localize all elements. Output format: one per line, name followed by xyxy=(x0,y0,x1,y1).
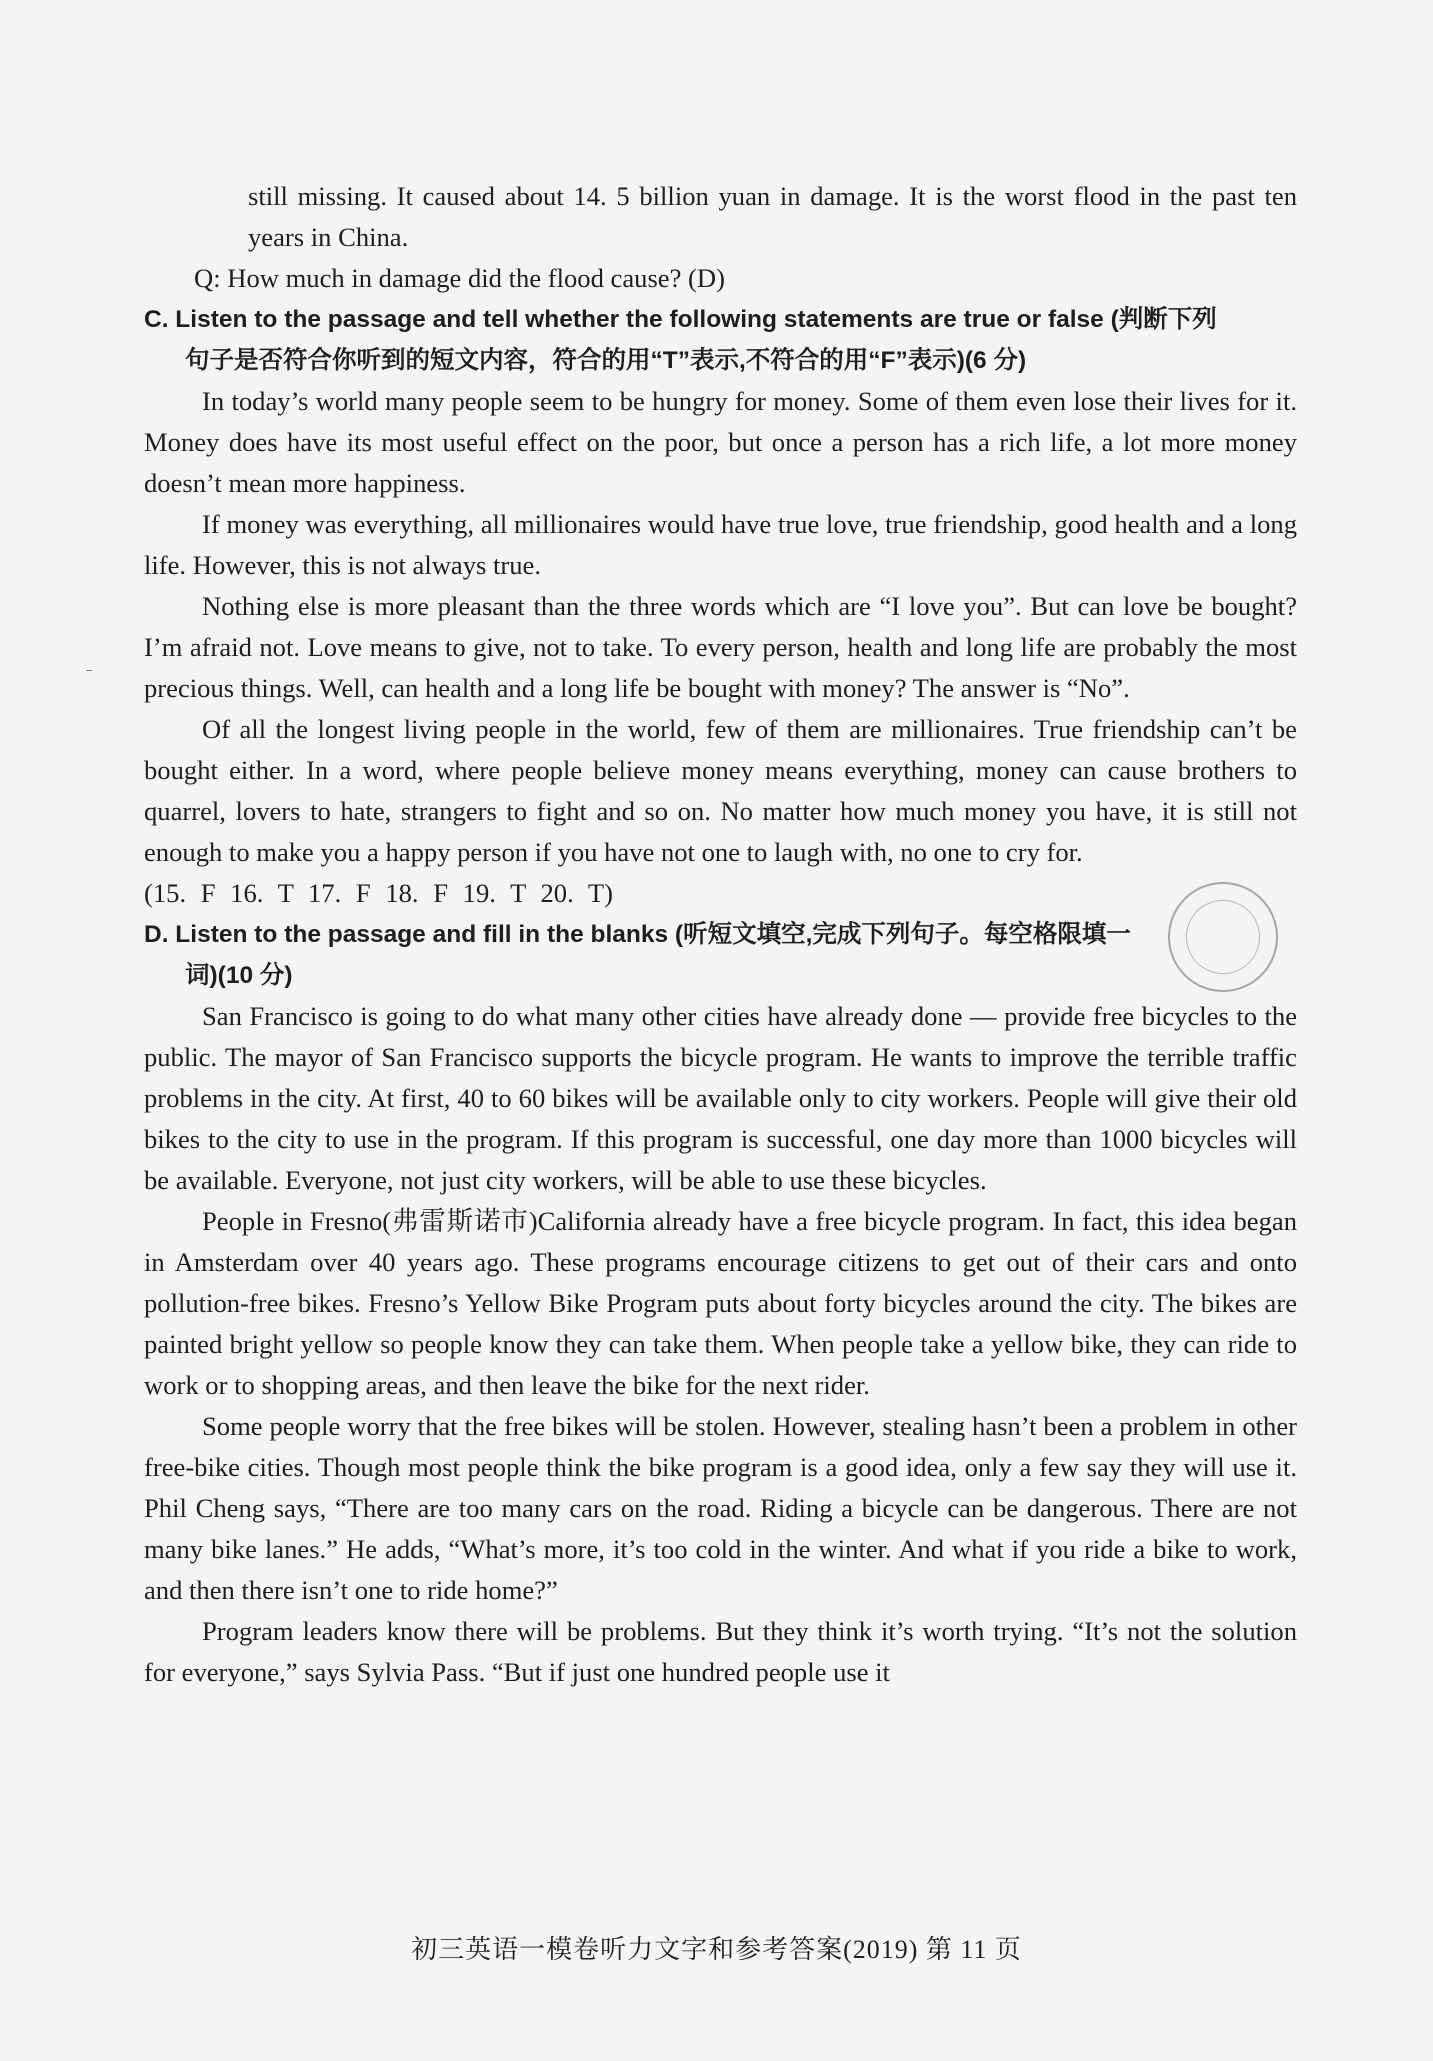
section-c-answers: (15. F 16. T 17. F 18. F 19. T 20. T) xyxy=(144,878,613,908)
section-c-heading-line1: C. Listen to the passage and tell whether the following statements are true or false (判断下列 xyxy=(144,306,1217,333)
section-d-paragraph: Some people worry that the free bikes will be stolen. However, stealing hasn’t been a problem in other free-bike cities. Though most people think the bike program is a good idea, only a few say they will use it. Phil Cheng says, “There are too many cars on the road. Riding a bicycle can be dangerous. There are not many bike lanes.” He adds, “What’s more, it’s too cold in the winter. And what if you ride a bike to work, and then there isn’t one to ride home?” xyxy=(144,1411,1297,1605)
section-c-paragraph: In today’s world many people seem to be hungry for money. Some of them even lose their lives for it. Money does have its most useful effect on the poor, but once a person has a rich life, a lot more money doesn’t mean more happiness. xyxy=(144,386,1297,498)
margin-mark xyxy=(86,670,92,671)
passage-b-question: Q: How much in damage did the flood cause? (D) xyxy=(194,263,725,293)
section-d-heading xyxy=(144,914,1297,996)
section-d-paragraph: Program leaders know there will be problems. But they think it’s worth trying. “It’s not the solution for everyone,” says Sylvia Pass. “But if just one hundred people use it xyxy=(144,1616,1297,1687)
section-c-paragraph: Of all the longest living people in the world, few of them are millionaires. True friendship can’t be bought either. In a word, where people believe money means everything, money can cause brothers to quarrel, lovers to hate, strangers to fight and so on. No matter how much money you have, it is still not enough to make you a happy person if you have not one to laugh with, no one to cry for. xyxy=(144,714,1297,867)
section-c-heading xyxy=(144,299,1297,381)
passage-b-ending: still missing. It caused about 14. 5 billion yuan in damage. It is the worst flood in the past ten years in China. xyxy=(248,181,1297,252)
section-c-paragraph: If money was everything, all millionaires would have true love, true friendship, good health and a long life. However, this is not always true. xyxy=(144,509,1297,580)
section-c-paragraph: Nothing else is more pleasant than the three words which are “I love you”. But can love be bought? I’m afraid not. Love means to give, not to take. To every person, health and long life are probably the most precious things. Well, can health and a long life be bought with money? The answer is “No”. xyxy=(144,591,1297,703)
section-d-heading-line1: D. Listen to the passage and fill in the blanks (听短文填空,完成下列句子。每空格限填一 xyxy=(144,921,1131,948)
section-c-heading-line2: 句子是否符合你听到的短文内容，符合的用“T”表示,不符合的用“F”表示)(6 分) xyxy=(185,347,1027,374)
section-d-paragraph: People in Fresno(弗雷斯诺市)California already have a free bicycle program. In fact, this idea began in Amsterdam over 40 years ago. These programs encourage citizens to get out of their cars and onto pollution-free bikes. Fresno’s Yellow Bike Program puts about forty bicycles around the city. The bikes are painted bright yellow so people know they can take them. When people take a yellow bike, they can ride to work or to shopping areas, and then leave the bike for the next rider. xyxy=(144,1206,1297,1400)
section-d-paragraph: San Francisco is going to do what many other cities have already done — provide free bicycles to the public. The mayor of San Francisco supports the bicycle program. He wants to improve the terrible traffic problems in the city. At first, 40 to 60 bikes will be available only to city workers. People will give their old bikes to the city to use in the program. If this program is successful, one day more than 1000 bicycles will be available. Everyone, not just city workers, will be able to use these bicycles. xyxy=(144,1001,1297,1195)
page-footer: 初三英语一模卷听力文字和参考答案(2019) 第 11 页 xyxy=(411,1935,1022,1964)
section-d-heading-line2: 词)(10 分) xyxy=(185,962,293,989)
page-content xyxy=(144,176,1297,1693)
